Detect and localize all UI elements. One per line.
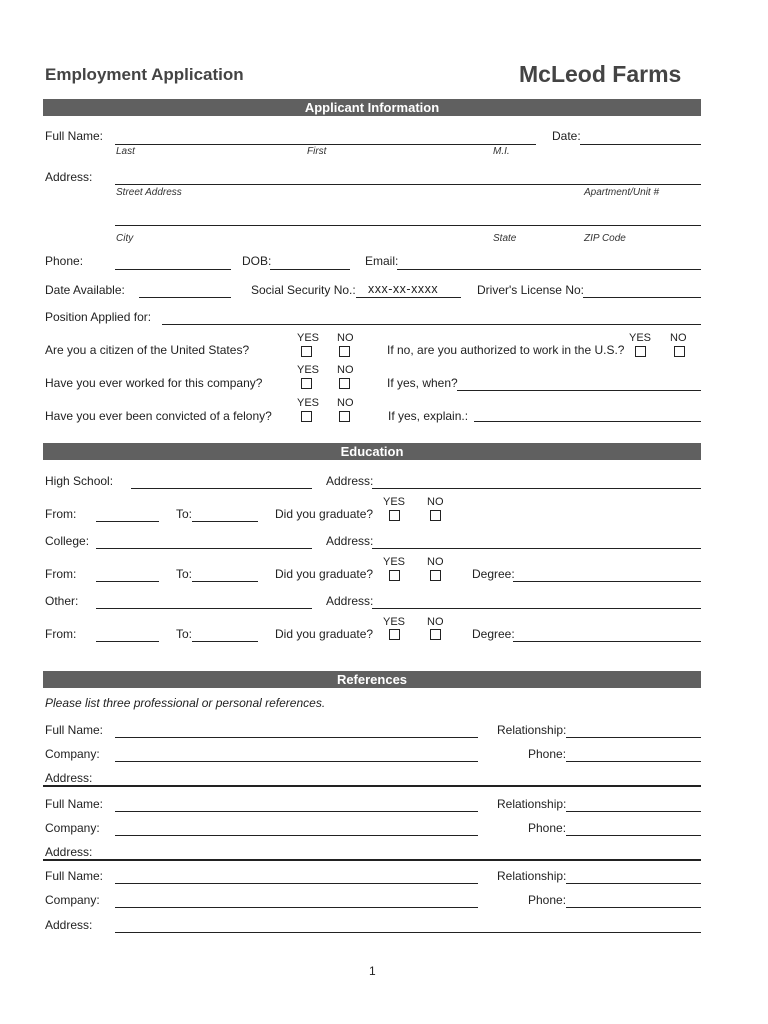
other-from-label: From:: [45, 627, 77, 641]
college-grad-no-label: NO: [427, 556, 444, 568]
authorized-question: If no, are you authorized to work in the U.S.?: [387, 343, 625, 357]
high-school-address-label: Address:: [326, 474, 374, 488]
hs-grad-no-checkbox[interactable]: [430, 510, 441, 521]
hs-grad-yes-label: YES: [383, 496, 406, 508]
hs-grad-no-label: NO: [427, 496, 444, 508]
middle-initial-hint: M.I.: [493, 146, 510, 157]
other-graduate-label: Did you graduate?: [275, 627, 374, 641]
street-address-hint: Street Address: [116, 187, 182, 198]
high-school-field[interactable]: [131, 488, 312, 489]
ref1-full-name-label: Full Name:: [45, 723, 104, 737]
worked-yes-label: YES: [297, 364, 320, 376]
phone-field[interactable]: [115, 269, 231, 270]
felony-no-label: NO: [337, 397, 354, 409]
ref2-phone-field[interactable]: [566, 835, 701, 836]
full-name-label: Full Name:: [45, 129, 104, 143]
section-header-applicant: Applicant Information: [43, 99, 701, 116]
date-available-field[interactable]: [139, 297, 231, 298]
worked-no-checkbox[interactable]: [339, 378, 350, 389]
other-to-field[interactable]: [192, 641, 258, 642]
felony-explain-field[interactable]: [474, 421, 701, 422]
ref1-relationship-field[interactable]: [566, 737, 701, 738]
college-to-label: To:: [176, 567, 193, 581]
company-name: McLeod Farms: [519, 61, 682, 87]
ref3-relationship-label: Relationship:: [497, 869, 567, 883]
ssn-field[interactable]: [356, 297, 461, 298]
drivers-license-label: Driver's License No:: [477, 283, 584, 297]
hs-graduate-label: Did you graduate?: [275, 507, 374, 521]
authorized-yes-label: YES: [629, 332, 652, 344]
other-address-label: Address:: [326, 594, 374, 608]
position-label: Position Applied for:: [45, 310, 152, 324]
hs-from-label: From:: [45, 507, 77, 521]
high-school-label: High School:: [45, 474, 114, 488]
other-from-field[interactable]: [96, 641, 159, 642]
felony-yes-checkbox[interactable]: [301, 411, 312, 422]
references-intro: Please list three professional or personal references.: [45, 696, 326, 710]
ref2-company-field[interactable]: [115, 835, 478, 836]
college-field[interactable]: [96, 548, 312, 549]
date-field[interactable]: [580, 144, 701, 145]
ref1-company-field[interactable]: [115, 761, 478, 762]
city-hint: City: [116, 233, 134, 244]
other-grad-yes-label: YES: [383, 616, 406, 628]
full-name-field[interactable]: [115, 144, 536, 145]
authorized-yes-checkbox[interactable]: [635, 346, 646, 357]
other-school-field[interactable]: [96, 608, 312, 609]
ssn-value: xxx-xx-xxxx: [368, 282, 439, 296]
street-address-field[interactable]: [115, 184, 701, 185]
state-hint: State: [493, 233, 517, 244]
college-grad-yes-label: YES: [383, 556, 406, 568]
other-to-label: To:: [176, 627, 193, 641]
ref3-address-field[interactable]: [115, 932, 701, 933]
hs-to-field[interactable]: [192, 521, 258, 522]
ref2-company-label: Company:: [45, 821, 100, 835]
first-name-hint: First: [307, 146, 327, 157]
other-grad-yes-checkbox[interactable]: [389, 629, 400, 640]
page-number: 1: [369, 964, 376, 978]
hs-grad-yes-checkbox[interactable]: [389, 510, 400, 521]
last-name-hint: Last: [116, 146, 135, 157]
citizen-no-label: NO: [337, 332, 354, 344]
ref3-full-name-label: Full Name:: [45, 869, 104, 883]
authorized-no-checkbox[interactable]: [674, 346, 685, 357]
position-field[interactable]: [162, 324, 701, 325]
ref1-phone-label: Phone:: [528, 747, 567, 761]
other-grad-no-checkbox[interactable]: [430, 629, 441, 640]
ref2-phone-label: Phone:: [528, 821, 567, 835]
felony-yes-label: YES: [297, 397, 320, 409]
other-label: Other:: [45, 594, 79, 608]
citizen-no-checkbox[interactable]: [339, 346, 350, 357]
date-available-label: Date Available:: [45, 283, 125, 297]
ref3-relationship-field[interactable]: [566, 883, 701, 884]
citizen-question: Are you a citizen of the United States?: [45, 343, 250, 357]
college-to-field[interactable]: [192, 581, 258, 582]
city-state-zip-field[interactable]: [115, 225, 701, 226]
ref3-phone-field[interactable]: [566, 907, 701, 908]
dob-label: DOB:: [242, 254, 272, 268]
college-grad-no-checkbox[interactable]: [430, 570, 441, 581]
other-degree-label: Degree:: [472, 627, 515, 641]
ref1-full-name-field[interactable]: [115, 737, 478, 738]
email-field[interactable]: [397, 269, 701, 270]
other-degree-field[interactable]: [513, 641, 701, 642]
ref1-address-field[interactable]: [43, 785, 701, 787]
college-label: College:: [45, 534, 90, 548]
worked-when-field[interactable]: [457, 390, 701, 391]
apartment-hint: Apartment/Unit #: [584, 187, 660, 198]
zip-hint: ZIP Code: [584, 233, 626, 244]
date-label: Date:: [552, 129, 581, 143]
college-degree-label: Degree:: [472, 567, 515, 581]
hs-from-field[interactable]: [96, 521, 159, 522]
ref2-address-label: Address:: [45, 845, 93, 859]
citizen-yes-checkbox[interactable]: [301, 346, 312, 357]
ref1-company-label: Company:: [45, 747, 100, 761]
ref1-address-label: Address:: [45, 771, 93, 785]
college-graduate-label: Did you graduate?: [275, 567, 374, 581]
address-label: Address:: [45, 170, 93, 184]
citizen-yes-label: YES: [297, 332, 320, 344]
form-title: Employment Application: [45, 65, 244, 84]
phone-label: Phone:: [45, 254, 84, 268]
college-degree-field[interactable]: [513, 581, 701, 582]
ref2-relationship-label: Relationship:: [497, 797, 567, 811]
ssn-label: Social Security No.:: [251, 283, 356, 297]
felony-no-checkbox[interactable]: [339, 411, 350, 422]
authorized-no-label: NO: [670, 332, 687, 344]
ref2-address-field[interactable]: [43, 859, 701, 861]
ref3-company-field[interactable]: [115, 907, 478, 908]
high-school-address-field[interactable]: [372, 488, 701, 489]
ref2-full-name-field[interactable]: [115, 811, 478, 812]
college-from-label: From:: [45, 567, 77, 581]
ref2-relationship-field[interactable]: [566, 811, 701, 812]
ref2-full-name-label: Full Name:: [45, 797, 104, 811]
college-address-field[interactable]: [372, 548, 701, 549]
worked-when-label: If yes, when?: [387, 376, 458, 390]
ref1-phone-field[interactable]: [566, 761, 701, 762]
ref3-phone-label: Phone:: [528, 893, 567, 907]
email-label: Email:: [365, 254, 399, 268]
other-address-field[interactable]: [372, 608, 701, 609]
ref3-company-label: Company:: [45, 893, 100, 907]
worked-question: Have you ever worked for this company?: [45, 376, 263, 390]
drivers-license-field[interactable]: [583, 297, 701, 298]
felony-question: Have you ever been convicted of a felony?: [45, 409, 272, 423]
ref1-relationship-label: Relationship:: [497, 723, 567, 737]
college-grad-yes-checkbox[interactable]: [389, 570, 400, 581]
hs-to-label: To:: [176, 507, 193, 521]
section-header-references: References: [43, 671, 701, 688]
felony-explain-label: If yes, explain.:: [388, 409, 469, 423]
worked-no-label: NO: [337, 364, 354, 376]
worked-yes-checkbox[interactable]: [301, 378, 312, 389]
section-header-education: Education: [43, 443, 701, 460]
dob-field[interactable]: [270, 269, 350, 270]
college-address-label: Address:: [326, 534, 374, 548]
ref3-full-name-field[interactable]: [115, 883, 478, 884]
ref3-address-label: Address:: [45, 918, 93, 932]
other-grad-no-label: NO: [427, 616, 444, 628]
college-from-field[interactable]: [96, 581, 159, 582]
